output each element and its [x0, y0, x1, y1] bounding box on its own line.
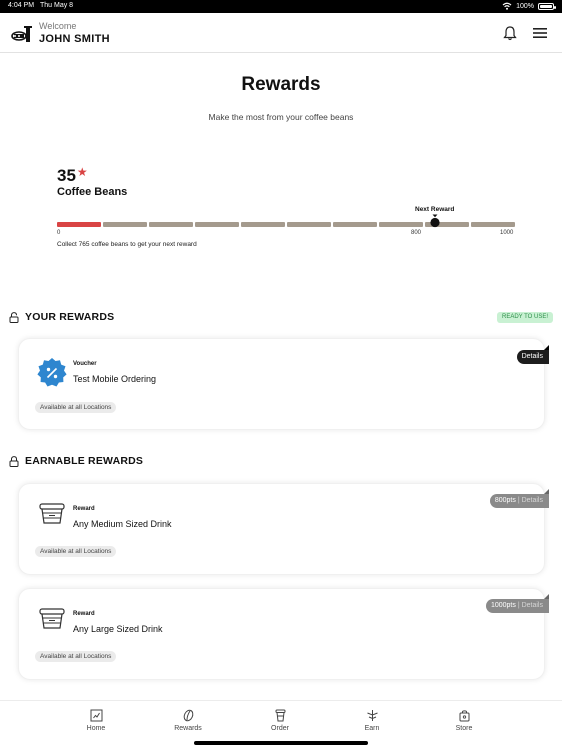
- home-indicator[interactable]: [194, 741, 368, 745]
- progress-segment: [195, 222, 239, 227]
- beans-count: [57, 166, 88, 186]
- reward-kind: Reward: [73, 611, 95, 617]
- location-chip: Available at all Locations: [35, 546, 116, 557]
- reward-kind: Voucher: [73, 361, 97, 367]
- progress-segment: [333, 222, 377, 227]
- tag-separator: |: [515, 497, 522, 504]
- status-date: Thu May 8: [40, 2, 74, 9]
- location-chip: Available at all Locations: [35, 651, 116, 662]
- reward-card-medium-drink[interactable]: [18, 483, 545, 575]
- progress-segment: [149, 222, 193, 227]
- tab-order[interactable]: [250, 709, 310, 732]
- home-icon: [90, 709, 103, 722]
- progress-segment: [471, 222, 515, 227]
- progress-segment: [241, 222, 285, 227]
- beans-count-value: 35: [57, 166, 76, 185]
- reward-card-voucher[interactable]: [18, 338, 545, 430]
- battery-percent: 100%: [516, 2, 534, 10]
- progress-tick-next: 800: [411, 230, 422, 236]
- tab-rewards[interactable]: [158, 709, 218, 732]
- details-link[interactable]: Details: [521, 602, 543, 609]
- drink-cup-icon: [38, 502, 66, 526]
- status-time: 4:04 PM: [8, 2, 35, 9]
- collect-beans-text: Collect 765 coffee beans to get your next reward: [57, 241, 197, 248]
- tab-earn[interactable]: [342, 709, 402, 732]
- app-header: [0, 13, 562, 53]
- progress-segment-filled: [57, 222, 101, 227]
- status-bar: [0, 0, 562, 13]
- user-name: JOHN SMITH: [39, 33, 110, 45]
- tab-store-label: Store: [455, 725, 473, 732]
- tab-home[interactable]: [66, 709, 126, 732]
- bag-icon: [458, 709, 471, 722]
- reward-name: Any Large Sized Drink: [73, 624, 163, 634]
- wifi-icon: [502, 2, 512, 10]
- page-subtitle: Make the most from your coffee beans: [208, 112, 354, 122]
- progress-segment: [103, 222, 147, 227]
- details-tag-button[interactable]: Details: [517, 350, 549, 364]
- lock-icon: [9, 456, 19, 467]
- progress-tick-max: 1000: [500, 230, 514, 236]
- reward-name: Test Mobile Ordering: [73, 374, 157, 384]
- progress-segment: [287, 222, 331, 227]
- points-details-tag-button[interactable]: [486, 599, 549, 613]
- lock-open-icon: [9, 312, 19, 323]
- tab-earn-label: Earn: [364, 725, 380, 732]
- next-reward-marker-icon: [430, 214, 440, 228]
- progress-segment: [379, 222, 423, 227]
- beans-label: Coffee Beans: [57, 186, 128, 198]
- cup-icon: [274, 709, 287, 722]
- reward-card-large-drink[interactable]: [18, 588, 545, 680]
- location-chip: Available at all Locations: [35, 402, 116, 413]
- tag-separator: |: [515, 602, 522, 609]
- points-value: 800pts: [494, 497, 516, 504]
- details-link[interactable]: Details: [521, 497, 543, 504]
- ready-to-use-badge: READY TO USE!: [497, 312, 553, 323]
- reward-kind: Reward: [73, 506, 95, 512]
- tab-store[interactable]: [434, 709, 494, 732]
- welcome-text: Welcome: [39, 21, 77, 31]
- next-reward-label: Next Reward: [415, 206, 455, 213]
- bell-icon[interactable]: [503, 25, 517, 41]
- your-rewards-title: YOUR REWARDS: [25, 311, 115, 323]
- battery-icon: [538, 3, 554, 10]
- drink-cup-icon: [38, 607, 66, 631]
- points-details-tag-button[interactable]: [490, 494, 549, 508]
- coffee-bean-icon: [182, 709, 195, 722]
- voucher-percent-icon: [36, 357, 68, 389]
- tab-order-label: Order: [271, 725, 289, 732]
- your-rewards-heading: [9, 311, 114, 323]
- earn-icon: [366, 709, 379, 722]
- tab-rewards-label: Rewards: [174, 725, 202, 732]
- tab-home-label: Home: [86, 725, 106, 732]
- page-title: Rewards: [241, 74, 321, 95]
- reward-name: Any Medium Sized Drink: [73, 519, 172, 529]
- hamburger-menu-icon[interactable]: [533, 27, 547, 39]
- brand-logo-icon: [11, 25, 33, 43]
- progress-tick-min: 0: [57, 230, 61, 236]
- earnable-rewards-heading: [9, 455, 143, 467]
- points-value: 1000pts: [490, 602, 516, 609]
- star-icon: ★: [76, 165, 88, 179]
- earnable-rewards-title: EARNABLE REWARDS: [25, 455, 144, 467]
- beans-progress-bar: [57, 222, 515, 227]
